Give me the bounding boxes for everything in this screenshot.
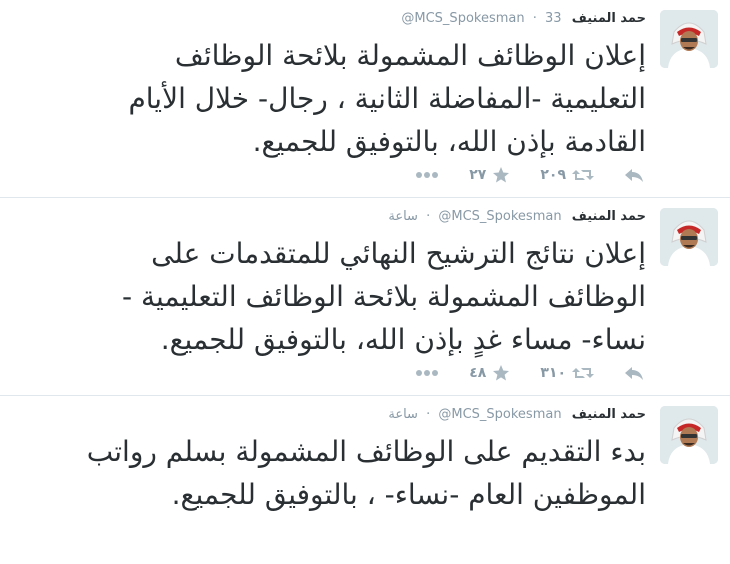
tweet-text: إعلان الوظائف المشمولة بلائحة الوظائف التعليمية -المفاضلة الثانية ، رجال- خلال الأيام القادمة بإذن الله، بالتوفيق للجميع. (128, 39, 646, 158)
retweet-icon (572, 167, 594, 183)
favorite-button[interactable] (469, 166, 510, 184)
reply-icon (624, 365, 644, 381)
separator-dot: · (426, 209, 431, 224)
retweet-count: ٣١٠ (540, 365, 566, 381)
star-icon (492, 166, 510, 184)
separator-dot: · (532, 11, 537, 26)
avatar[interactable] (660, 208, 718, 266)
author-name[interactable]: حمد المنيف (571, 209, 646, 224)
avatar-image (660, 208, 718, 266)
avatar-image (660, 406, 718, 464)
author-handle[interactable]: @MCS_Spokesman (438, 407, 562, 422)
more-dots-icon (415, 171, 439, 179)
avatar-image (660, 10, 718, 68)
author-name[interactable]: حمد المنيف (571, 11, 646, 26)
tweet-header (388, 208, 646, 226)
more-button[interactable] (415, 171, 439, 179)
avatar[interactable] (660, 10, 718, 68)
timestamp[interactable]: 33 (545, 11, 562, 26)
star-icon (492, 364, 510, 382)
retweet-count: ٢٠٩ (540, 167, 566, 183)
tweet-text: بدء التقديم على الوظائف المشمولة بسلم رواتب الموظفين العام -نساء- ، بالتوفيق للجميع. (86, 435, 646, 511)
timestamp[interactable]: ساعة (388, 407, 418, 422)
tweet-header (401, 10, 646, 28)
tweet-actions (344, 360, 644, 386)
reply-icon (624, 167, 644, 183)
retweet-button[interactable] (540, 365, 594, 381)
tweet-text: إعلان نتائج الترشيح النهائي للمتقدمات على الوظائف المشمولة بلائحة الوظائف التعليمية - نساء- مساء غدٍ بإذن الله، بالتوفيق للجميع. (121, 237, 646, 356)
more-dots-icon (415, 369, 439, 377)
tweet-item[interactable] (0, 0, 730, 198)
separator-dot: · (426, 407, 431, 422)
tweet-item[interactable] (0, 198, 730, 396)
reply-button[interactable] (624, 167, 644, 183)
tweet-actions (344, 162, 644, 188)
more-button[interactable] (415, 369, 439, 377)
retweet-button[interactable] (540, 167, 594, 183)
favorite-count: ٤٨ (469, 365, 487, 381)
author-name[interactable]: حمد المنيف (571, 407, 646, 422)
retweet-icon (572, 365, 594, 381)
avatar[interactable] (660, 406, 718, 464)
author-handle[interactable]: @MCS_Spokesman (401, 11, 525, 26)
tweet-item[interactable] (0, 396, 730, 564)
tweet-header (388, 406, 646, 424)
timestamp[interactable]: ساعة (388, 209, 418, 224)
author-handle[interactable]: @MCS_Spokesman (438, 209, 562, 224)
reply-button[interactable] (624, 365, 644, 381)
favorite-count: ٢٧ (469, 167, 487, 183)
favorite-button[interactable] (469, 364, 510, 382)
